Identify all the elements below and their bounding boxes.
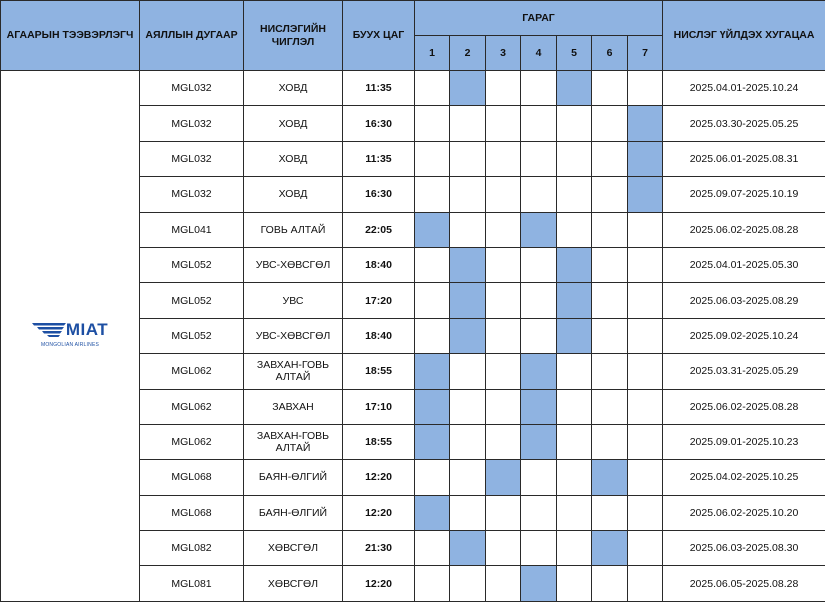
day-3-cell [486,531,521,566]
day-7-cell [628,247,663,282]
day-7-cell-active [628,177,663,212]
flight-number-cell: MGL052 [140,318,244,353]
route-cell: ХОВД [244,177,343,212]
period-cell: 2025.06.01-2025.08.31 [663,141,825,176]
day-1-cell [415,106,450,141]
period-cell: 2025.06.03-2025.08.29 [663,283,825,318]
day-4-cell-active [521,566,557,601]
day-2-cell [450,566,486,601]
header-day-7: 7 [628,36,663,71]
day-3-cell [486,247,521,282]
airline-logo-cell [1,71,140,602]
day-7-cell [628,389,663,424]
day-6-cell [592,566,628,601]
day-4-cell-active [521,389,557,424]
day-6-cell [592,141,628,176]
day-3-cell [486,424,521,459]
table-row [1,71,825,106]
header-flight-number: АЯЛЛЫН ДУГААР [140,1,244,71]
day-6-cell [592,318,628,353]
departure-time-cell: 18:55 [343,354,415,389]
day-6-cell [592,106,628,141]
day-3-cell [486,354,521,389]
day-7-cell [628,460,663,495]
flight-number-cell: MGL068 [140,495,244,530]
day-7-cell-active [628,106,663,141]
route-cell: ЗАВХАН-ГОВЬ АЛТАЙ [244,424,343,459]
day-7-cell [628,283,663,318]
day-3-cell-active [486,460,521,495]
day-5-cell [557,141,592,176]
day-6-cell [592,424,628,459]
day-4-cell [521,71,557,106]
departure-time-cell: 18:40 [343,247,415,282]
flight-number-cell: MGL062 [140,354,244,389]
route-cell: УВС-ХӨВСГӨЛ [244,247,343,282]
day-1-cell [415,318,450,353]
day-2-cell-active [450,318,486,353]
route-cell: ХОВД [244,71,343,106]
table-header [1,1,825,71]
period-cell: 2025.06.05-2025.08.28 [663,566,825,601]
day-4-cell [521,460,557,495]
day-4-cell-active [521,354,557,389]
day-7-cell [628,495,663,530]
day-2-cell-active [450,247,486,282]
day-5-cell [557,460,592,495]
day-5-cell-active [557,247,592,282]
flight-number-cell: MGL052 [140,247,244,282]
day-4-cell [521,106,557,141]
day-5-cell [557,354,592,389]
departure-time-cell: 11:35 [343,141,415,176]
period-cell: 2025.03.30-2025.05.25 [663,106,825,141]
day-2-cell [450,141,486,176]
day-7-cell [628,566,663,601]
header-day-2: 2 [450,36,486,71]
day-7-cell [628,212,663,247]
day-1-cell-active [415,424,450,459]
header-weekday: ГАРАГ [415,1,663,36]
day-7-cell [628,354,663,389]
day-1-cell-active [415,354,450,389]
departure-time-cell: 12:20 [343,495,415,530]
route-cell: УВС [244,283,343,318]
flight-number-cell: MGL068 [140,460,244,495]
header-day-4: 4 [521,36,557,71]
day-1-cell [415,460,450,495]
flight-number-cell: MGL062 [140,424,244,459]
day-1-cell-active [415,389,450,424]
route-cell: ХОВД [244,141,343,176]
day-1-cell [415,247,450,282]
period-cell: 2025.09.07-2025.10.19 [663,177,825,212]
day-6-cell [592,247,628,282]
departure-time-cell: 22:05 [343,212,415,247]
header-period: НИСЛЭГ ҮЙЛДЭХ ХУГАЦАА [663,1,825,71]
period-cell: 2025.06.02-2025.08.28 [663,389,825,424]
day-2-cell [450,389,486,424]
period-cell: 2025.03.31-2025.05.29 [663,354,825,389]
day-2-cell [450,495,486,530]
route-cell: ХӨВСГӨЛ [244,531,343,566]
day-1-cell [415,141,450,176]
day-5-cell [557,389,592,424]
route-cell: ЗАВХАН [244,389,343,424]
day-5-cell-active [557,283,592,318]
day-6-cell [592,283,628,318]
day-3-cell [486,141,521,176]
flight-number-cell: MGL032 [140,106,244,141]
day-1-cell [415,283,450,318]
period-cell: 2025.09.02-2025.10.24 [663,318,825,353]
day-3-cell [486,71,521,106]
day-4-cell-active [521,424,557,459]
day-5-cell [557,212,592,247]
period-cell: 2025.06.02-2025.08.28 [663,212,825,247]
day-6-cell-active [592,460,628,495]
period-cell: 2025.06.02-2025.10.20 [663,495,825,530]
departure-time-cell: 18:55 [343,424,415,459]
logo-subtitle: MONGOLIAN AIRLINES [40,341,100,348]
day-7-cell [628,424,663,459]
day-5-cell [557,177,592,212]
flight-number-cell: MGL032 [140,141,244,176]
route-cell: ЗАВХАН-ГОВЬ АЛТАЙ [244,354,343,389]
departure-time-cell: 12:20 [343,460,415,495]
day-4-cell [521,531,557,566]
departure-time-cell: 16:30 [343,177,415,212]
period-cell: 2025.04.01-2025.10.24 [663,71,825,106]
day-1-cell-active [415,495,450,530]
day-7-cell [628,531,663,566]
day-4-cell [521,177,557,212]
day-3-cell [486,566,521,601]
miat-wings-logo-icon [32,321,66,337]
period-cell: 2025.04.02-2025.10.25 [663,460,825,495]
day-6-cell [592,177,628,212]
day-3-cell [486,212,521,247]
flight-number-cell: MGL052 [140,283,244,318]
day-2-cell-active [450,531,486,566]
day-5-cell [557,424,592,459]
day-2-cell [450,177,486,212]
day-6-cell [592,354,628,389]
day-4-cell-active [521,212,557,247]
flight-number-cell: MGL041 [140,212,244,247]
day-1-cell [415,71,450,106]
day-2-cell [450,106,486,141]
miat-logo [32,321,108,351]
departure-time-cell: 11:35 [343,71,415,106]
day-6-cell [592,495,628,530]
departure-time-cell: 12:20 [343,566,415,601]
route-cell: УВС-ХӨВСГӨЛ [244,318,343,353]
day-4-cell [521,247,557,282]
day-2-cell [450,212,486,247]
header-day-6: 6 [592,36,628,71]
route-cell: ГОВЬ АЛТАЙ [244,212,343,247]
day-4-cell [521,495,557,530]
flight-number-cell: MGL032 [140,71,244,106]
day-5-cell [557,566,592,601]
day-2-cell-active [450,71,486,106]
day-4-cell [521,283,557,318]
day-6-cell [592,389,628,424]
header-route: НИСЛЭГИЙН ЧИГЛЭЛ [244,1,343,71]
day-2-cell-active [450,283,486,318]
day-6-cell [592,71,628,106]
day-4-cell [521,141,557,176]
day-1-cell [415,566,450,601]
day-3-cell [486,389,521,424]
departure-time-cell: 18:40 [343,318,415,353]
day-7-cell [628,71,663,106]
header-day-5: 5 [557,36,592,71]
header-departure-time: БУУХ ЦАГ [343,1,415,71]
day-1-cell [415,177,450,212]
period-cell: 2025.06.03-2025.08.30 [663,531,825,566]
departure-time-cell: 16:30 [343,106,415,141]
day-5-cell-active [557,71,592,106]
route-cell: БАЯН-ӨЛГИЙ [244,460,343,495]
day-2-cell [450,424,486,459]
flight-number-cell: MGL062 [140,389,244,424]
day-4-cell [521,318,557,353]
day-1-cell-active [415,212,450,247]
route-cell: ХОВД [244,106,343,141]
day-2-cell [450,354,486,389]
flight-number-cell: MGL032 [140,177,244,212]
day-3-cell [486,177,521,212]
flight-number-cell: MGL081 [140,566,244,601]
header-airline: АГААРЫН ТЭЭВЭРЛЭГЧ [1,1,140,71]
day-7-cell-active [628,141,663,176]
day-3-cell [486,106,521,141]
logo-wordmark: MIAT [65,319,109,339]
day-6-cell-active [592,531,628,566]
day-7-cell [628,318,663,353]
header-day-3: 3 [486,36,521,71]
day-5-cell [557,106,592,141]
day-2-cell [450,460,486,495]
day-5-cell-active [557,318,592,353]
flight-number-cell: MGL082 [140,531,244,566]
day-1-cell [415,531,450,566]
day-6-cell [592,212,628,247]
departure-time-cell: 21:30 [343,531,415,566]
table-body [1,71,825,602]
day-5-cell [557,495,592,530]
route-cell: ХӨВСГӨЛ [244,566,343,601]
day-5-cell [557,531,592,566]
departure-time-cell: 17:20 [343,283,415,318]
day-3-cell [486,495,521,530]
day-3-cell [486,283,521,318]
route-cell: БАЯН-ӨЛГИЙ [244,495,343,530]
day-3-cell [486,318,521,353]
departure-time-cell: 17:10 [343,389,415,424]
period-cell: 2025.04.01-2025.05.30 [663,247,825,282]
header-day-1: 1 [415,36,450,71]
period-cell: 2025.09.01-2025.10.23 [663,424,825,459]
